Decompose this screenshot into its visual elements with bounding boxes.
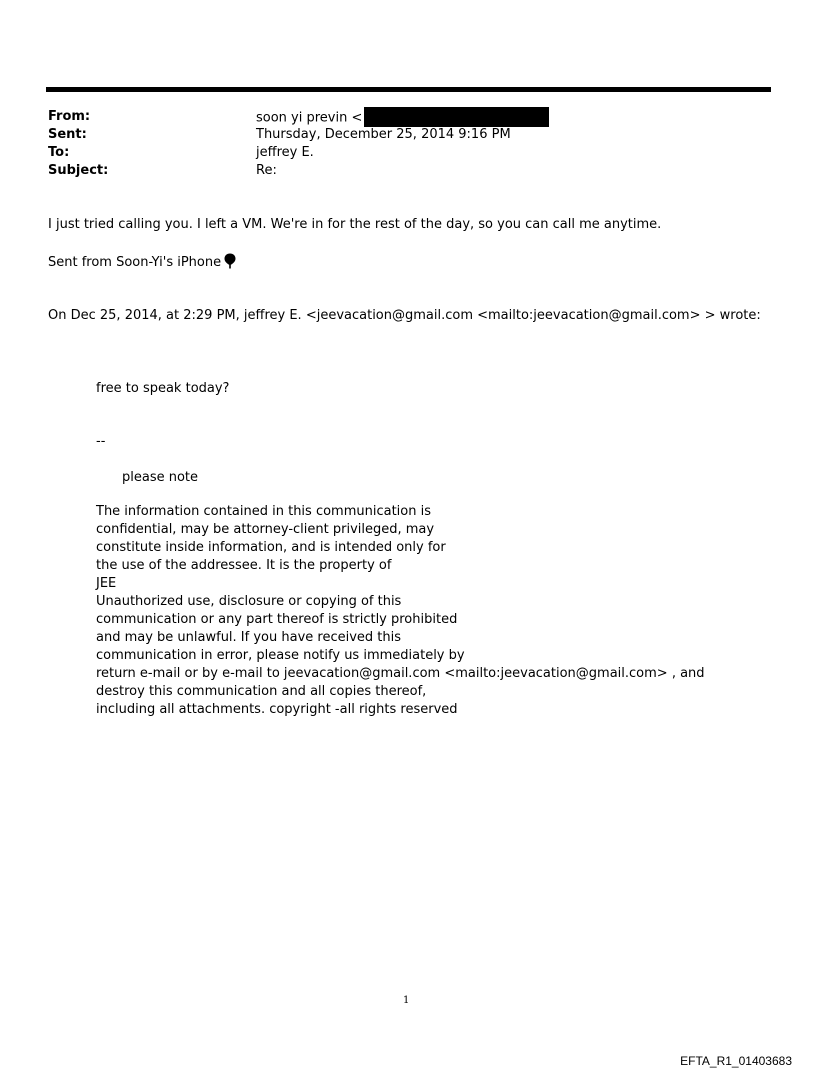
notice-line: communication in error, please notify us immediately by [96, 648, 465, 663]
from-label: From: [48, 109, 91, 124]
to-label: To: [48, 145, 70, 160]
sent-label: Sent: [48, 127, 87, 142]
quoted-message: free to speak today? [96, 381, 230, 396]
notice-line: the use of the addressee. It is the property of [96, 558, 392, 573]
balloon-icon [224, 253, 236, 269]
from-name: soon yi previn < [256, 110, 363, 126]
signature-separator: -- [96, 434, 106, 449]
notice-line: return e-mail or by e-mail to jeevacation@gmail.com <mailto:jeevacation@gmail.com> , and [96, 666, 705, 681]
subject-value: Re: [256, 163, 277, 178]
quote-header: On Dec 25, 2014, at 2:29 PM, jeffrey E. <jeevacation@gmail.com <mailto:jeevacation@gmail.com> > wrote: [48, 308, 761, 323]
signature-line [48, 254, 236, 272]
from-value [256, 108, 549, 128]
please-note: please note [122, 470, 199, 485]
notice-line: confidential, may be attorney-client privileged, may [96, 522, 435, 537]
notice-line: including all attachments. copyright -all rights reserved [96, 702, 458, 717]
page-number: 1 [403, 995, 410, 1006]
to-value: jeffrey E. [256, 145, 314, 160]
signature-text: Sent from Soon-Yi's iPhone [48, 255, 222, 270]
notice-line: JEE [96, 576, 117, 591]
notice-line: destroy this communication and all copies thereof, [96, 684, 427, 699]
bates-number: EFTA_R1_01403683 [680, 1054, 792, 1068]
notice-line: communication or any part thereof is strictly prohibited [96, 612, 458, 627]
notice-line: Unauthorized use, disclosure or copying of this [96, 594, 402, 609]
notice-line: The information contained in this communication is [96, 504, 431, 519]
message-body: I just tried calling you. I left a VM. We're in for the rest of the day, so you can call me anytime. [48, 217, 662, 232]
sent-value: Thursday, December 25, 2014 9:16 PM [256, 127, 511, 142]
subject-label: Subject: [48, 163, 109, 178]
confidentiality-notice [96, 503, 705, 719]
header-divider [46, 87, 771, 92]
redaction-block [364, 107, 549, 127]
notice-line: constitute inside information, and is intended only for [96, 540, 446, 555]
notice-line: and may be unlawful. If you have received this [96, 630, 402, 645]
